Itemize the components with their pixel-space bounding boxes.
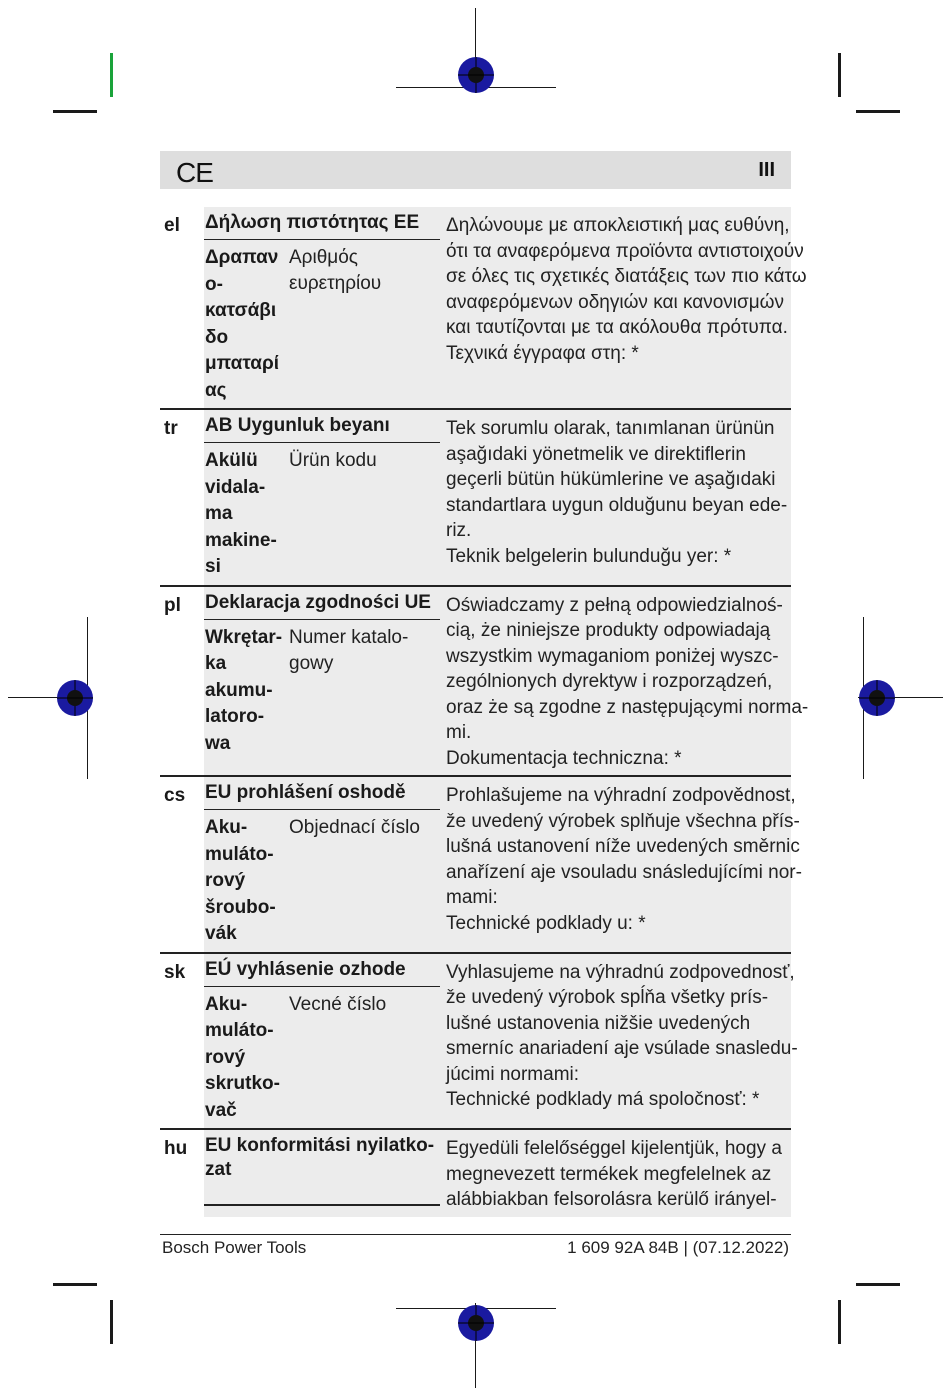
language-code: tr bbox=[160, 410, 204, 585]
crop-mark-top-left-vertical bbox=[110, 53, 113, 97]
product-column bbox=[204, 777, 440, 952]
product-column bbox=[204, 954, 440, 1129]
declaration-text: Oświadczamy z pełną odpowiedzialnoś- cią, że niniejsze produkty odpowiadają wszystkim wymaganiom poniżej wyszc- zególnionych dyrektyw i rozporządzeń, oraz że są zgodne z następującymi norma- mi. Dokumentacja techniczna: * bbox=[440, 587, 791, 776]
declaration-table bbox=[160, 207, 809, 1217]
footer-publisher: Bosch Power Tools bbox=[162, 1238, 307, 1257]
crop-mark-bottom-left-horizontal bbox=[53, 1283, 97, 1286]
product-column bbox=[204, 410, 440, 585]
article-number-label: Αριθμός ευρετηρίου bbox=[289, 247, 382, 294]
declaration-text: Vyhlasujeme na výhradnú zodpovednosť, že uvedený výrobok spĺňa všetky prís- lušné ustanovenia nižšie uvedených smerníc anariadení aje vsúlade snasledu- júcimi normami: Technické podklady má spoločnosť: * bbox=[440, 954, 791, 1129]
article-number-label: Ürün kodu bbox=[289, 450, 377, 471]
table-row bbox=[160, 954, 798, 1131]
registration-mark-right bbox=[859, 680, 895, 716]
product-name: Wkrętar- ka akumu- latoro- wa bbox=[205, 626, 283, 754]
language-code: sk bbox=[160, 954, 204, 1129]
declaration-text: Δηλώνουμε με αποκλειστική μας ευθύνη, ότι τα αναφερόμενα προϊόντα αντιστοιχούν σε όλες τις σχετικές διατάξεις των πιο κάτω αναφερόμενων οδηγιών και κανονισμών και ταυτίζονται με τα ακόλουθα πρότυπα. Τεχνικά έγγραφα στη: * bbox=[440, 207, 791, 408]
crop-mark-top-right-horizontal bbox=[856, 110, 900, 113]
declaration-text: Tek sorumlu olarak, tanımlanan ürünün aşağıdaki yönetmelik ve direktiflerin geçerli bütün hükümlerine ve aşağıdaki standartlara uygun olduğunu beyan ede- riz. Teknik belgelerin bulunduğu yer: * bbox=[440, 410, 791, 585]
declaration-title: EU prohlášení oshodě bbox=[204, 777, 440, 810]
language-code: pl bbox=[160, 587, 204, 776]
product-name: Aku- muláto- rový šroubo- vák bbox=[205, 817, 276, 944]
article-number-label: Numer katalo- gowy bbox=[289, 626, 409, 674]
registration-mark-left bbox=[57, 680, 93, 716]
ce-mark: CE bbox=[176, 157, 213, 188]
product-name: Δραπαν ο- κατσάβι δο μπαταρί ας bbox=[205, 247, 279, 401]
declaration-title: EÚ vyhlásenie ozhode bbox=[204, 954, 440, 987]
footer-divider bbox=[160, 1234, 791, 1235]
language-code: hu bbox=[160, 1130, 204, 1217]
registration-mark-top bbox=[458, 57, 494, 93]
registration-mark-bottom bbox=[458, 1305, 494, 1341]
product-column bbox=[204, 587, 440, 776]
declaration-title: AB Uygunluk beyanı bbox=[204, 410, 440, 443]
declaration-title: Deklaracja zgodności UE bbox=[204, 587, 440, 620]
article-number-label: Vecné číslo bbox=[289, 993, 387, 1015]
declaration-title: EU konformitási nyilatko- zat bbox=[204, 1130, 440, 1206]
page-number: III bbox=[758, 159, 775, 181]
table-row bbox=[160, 207, 807, 410]
declaration-title: Δήλωση πιστότητας ΕΕ bbox=[204, 207, 440, 240]
product-name: Akülü vidala- ma makine- si bbox=[205, 450, 277, 577]
crop-mark-bottom-left-vertical bbox=[110, 1300, 113, 1344]
product-name: Aku- muláto- rový skrutko- vač bbox=[205, 993, 280, 1121]
footer-document-number: 1 609 92A 84B | (07.12.2022) bbox=[567, 1238, 789, 1257]
product-column bbox=[204, 207, 440, 408]
article-number-label: Objednací číslo bbox=[289, 817, 420, 838]
table-row bbox=[160, 410, 791, 587]
table-row bbox=[160, 777, 802, 954]
crop-mark-top-right-vertical bbox=[838, 53, 841, 97]
language-code: cs bbox=[160, 777, 204, 952]
table-row bbox=[160, 1130, 791, 1217]
crop-mark-top-left-horizontal bbox=[53, 110, 97, 113]
declaration-text: Egyedüli felelőséggel kijelentjük, hogy a megnevezett termékek megfelelnek az alábbiakban felsorolásra kerülő irányel- bbox=[440, 1130, 791, 1217]
declaration-text: Prohlašujeme na výhradní zodpovědnost, že uvedený výrobek splňuje všechna přís- lušná ustanovení níže uvedených směrnic anařízení aje vsouladu snásledujícími nor- mami: Technické podklady u: * bbox=[440, 777, 791, 952]
language-code: el bbox=[160, 207, 204, 408]
product-column bbox=[204, 1130, 440, 1217]
table-row bbox=[160, 587, 809, 778]
page-header bbox=[160, 151, 791, 189]
crop-mark-bottom-right-vertical bbox=[838, 1300, 841, 1344]
crop-mark-bottom-right-horizontal bbox=[856, 1283, 900, 1286]
